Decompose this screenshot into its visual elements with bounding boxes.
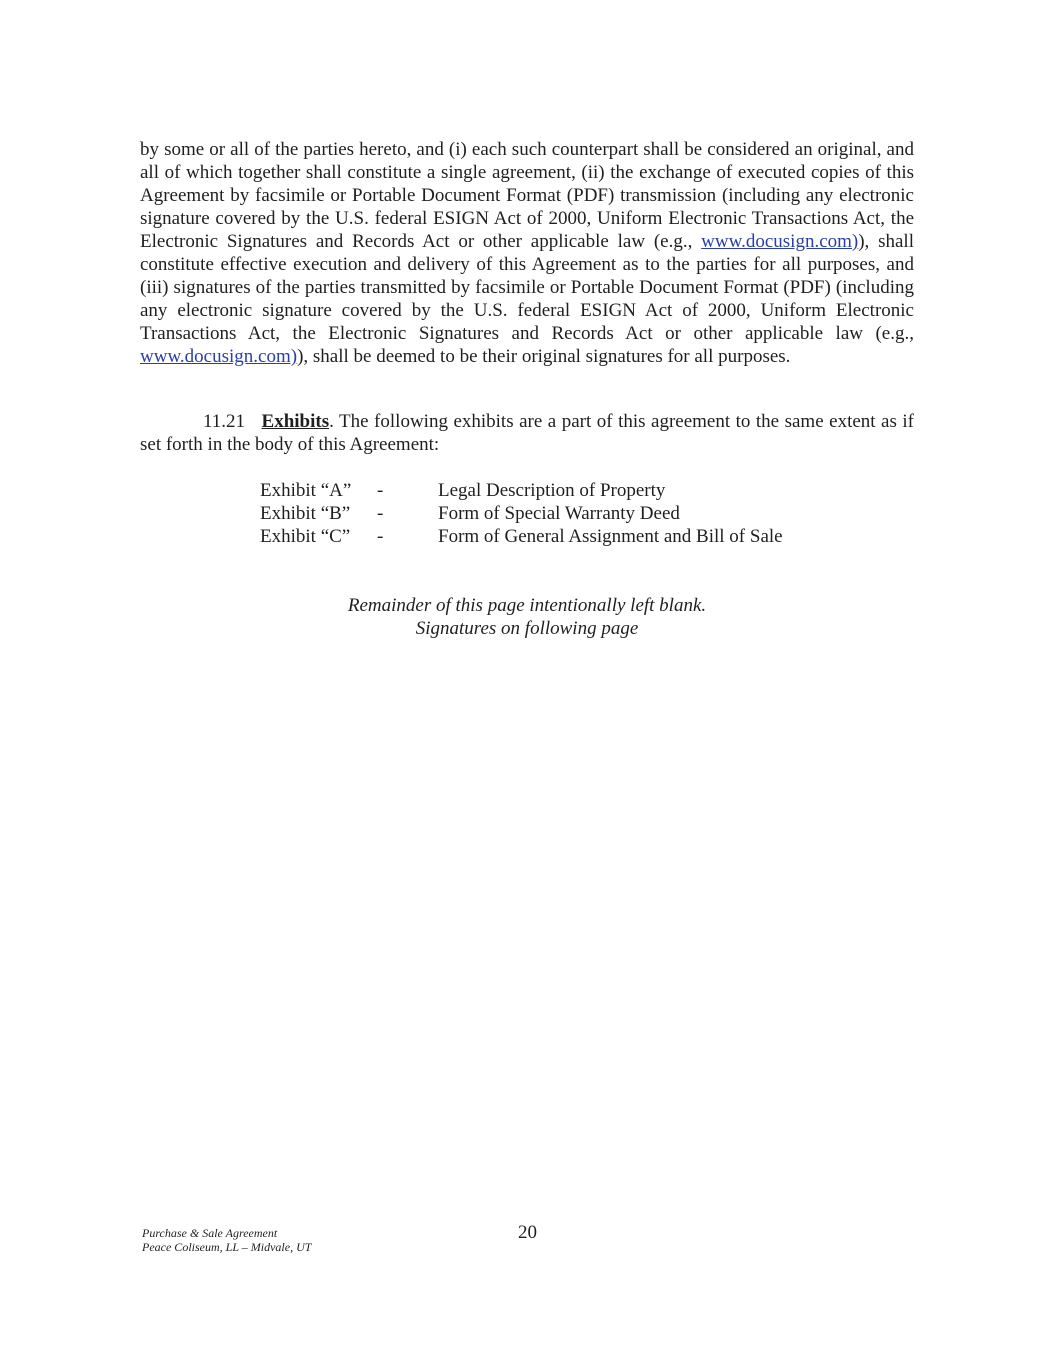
exhibit-name: Exhibit “B” xyxy=(260,503,351,524)
exhibit-description: Legal Description of Property xyxy=(438,480,666,501)
footer-line: Peace Coliseum, LL – Midvale, UT xyxy=(142,1240,312,1254)
closing-line: Signatures on following page xyxy=(415,618,639,639)
exhibit-name: Exhibit “A” xyxy=(260,480,352,501)
exhibit-dash: - xyxy=(377,526,384,547)
closing-note xyxy=(140,594,914,640)
exhibit-row xyxy=(260,525,783,548)
paragraph-text: ), shall constitute effective execution and delivery of this Agreement as to the parties for all purposes, and (iii) signatures of the parties transmitted by facsimile or Portable Document Format (PDF) (including any electronic signature covered by the U.S. federal ESIGN Act of 2000, Uniform Electronic Transactions Act, the Electronic Signatures and Records Act or other applicable law (e.g., xyxy=(140,231,914,344)
section-title: Exhibits xyxy=(261,411,330,432)
exhibit-dash: - xyxy=(377,480,384,501)
exhibit-description: Form of General Assignment and Bill of Sale xyxy=(438,526,783,547)
exhibit-row xyxy=(260,479,783,502)
exhibits-paragraph xyxy=(140,410,914,456)
exhibit-row xyxy=(260,502,783,525)
exhibit-name: Exhibit “C” xyxy=(260,526,351,547)
closing-line: Remainder of this page intentionally left blank. xyxy=(347,595,707,616)
footer-line: Purchase & Sale Agreement xyxy=(142,1226,278,1240)
paragraph-text: by some or all of the parties hereto, and (i) each such counterpart shall be considered an original, and all of which together shall constitute a single agreement, (ii) the exchange of executed copies of this Agreement by facsimile or Portable Document Format (PDF) transmission (including any electronic signature covered by the U.S. federal ESIGN Act of 2000, Uniform Electronic Transactions Act, the Electronic Signatures and Records Act or other applicable law (e.g., xyxy=(140,139,914,252)
section-number: 11.21 xyxy=(203,411,246,432)
docusign-link[interactable]: www.docusign.com) xyxy=(140,346,298,367)
footer-document-title xyxy=(142,1226,311,1254)
exhibit-list xyxy=(260,479,783,548)
paragraph-text: . The following exhibits are a part of this agreement to the same extent as if set forth in the body of this Agreement: xyxy=(140,411,914,455)
docusign-link[interactable]: www.docusign.com) xyxy=(701,231,859,252)
paragraph-text: ), shall be deemed to be their original signatures for all purposes. xyxy=(297,346,791,367)
exhibit-description: Form of Special Warranty Deed xyxy=(438,503,680,524)
page-number: 20 xyxy=(518,1222,537,1243)
exhibit-dash: - xyxy=(377,503,384,524)
counterparts-paragraph xyxy=(140,138,914,368)
